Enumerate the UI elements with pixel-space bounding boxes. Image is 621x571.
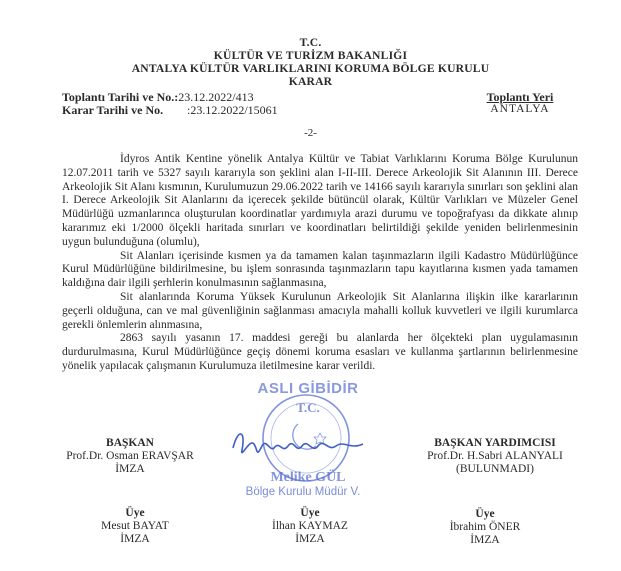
header-tc: T.C. bbox=[299, 36, 322, 49]
stamp-signer-name: Melike GÜL bbox=[270, 470, 346, 485]
certified-copy-stamp: ASLI GİBİDİR bbox=[257, 380, 359, 397]
signature-name: İbrahim ÖNER bbox=[449, 521, 521, 533]
page-number: -2- bbox=[304, 127, 317, 139]
meeting-value: 23.12.2022/413 bbox=[178, 90, 254, 104]
paragraph: Sit alanlarında Koruma Yüksek Kurulunun Arkeolojik Sit Alanlarına ilişkin ilke kararlarının geçerli olduğuna, can ve mal güvenliğinin sağlanması amacıyla mahalli kolluk kuvvetleri ve ilgili kurumlarca gerekli önlemlerin alınmasına, bbox=[62, 290, 578, 331]
official-stamp bbox=[228, 378, 378, 503]
meeting-place-label: Toplantı Yeri bbox=[486, 90, 554, 104]
decision-info bbox=[62, 104, 278, 118]
decision-value: :23.12.2022/15061 bbox=[187, 103, 278, 117]
signature-title: BAŞKAN YARDIMCISI bbox=[434, 437, 556, 449]
signature-name: İlhan KAYMAZ bbox=[272, 520, 348, 532]
header-decision: KARAR bbox=[288, 75, 333, 88]
signature-title: Üye bbox=[300, 507, 320, 519]
signature-status: (BULUNMADI) bbox=[456, 463, 534, 475]
signature-name: Prof.Dr. H.Sabri ALANYALI bbox=[427, 450, 563, 462]
paragraph: 2863 sayılı yasanın 17. maddesi gereği bu alanlarda her ölçekteki plan uygulamasının durdurulmasına, Kurul Müdürlüğünce geçiş dönemi koruma esasları ve kullanma şartlarının belirlenmesine yönelik yapılacak çalışmanın Kurulumuza iletilmesine karar verildi. bbox=[62, 332, 578, 372]
meeting-place-value: ANTALYA bbox=[490, 103, 550, 115]
paragraph: Sit Alanları içerisinde kısmen ya da tamamen kalan taşınmazların ilgili Kadastro Müdürlüğünce Kurul Müdürlüğüne bildirilmesine, bu işlem sonrasında taşınmazların tapu kayıtlarına kısmen yada tamamen kaldığına dair ilgili şerhlerin konulmasının sağlanmasına, bbox=[62, 249, 578, 290]
signature-member bbox=[75, 507, 195, 546]
signature-status: İMZA bbox=[115, 463, 145, 475]
signature-title: Üye bbox=[125, 507, 145, 519]
signature-vice-chair bbox=[405, 437, 585, 476]
paragraph: İdyros Antik Kentine yönelik Antalya Kültür ve Tabiat Varlıklarını Koruma Bölge Kurulunun 12.07.2011 tarih ve 5327 sayılı kararıyla son şeklini alan I-II-III. Derece Arkeolojik Sit Alanının III. Derece Arkeolojik Sit Alanı kısmının, Kurulumuzun 29.06.2022 tarih ve 14166 sayılı kararıyla sınırları son şeklini alan I. Derece Arkeolojik Sit Alanlarını da içerecek şekilde bütüncül olarak, Kültür Varlıkları ve Müzeler Genel Müdürlüğü uzmanlarınca oluşturulan koordinatlar yardımıyla arazi durumu ve topoğrafyası da dikkate alınıp kararımız eki 1/2000 ölçekli haritada sınırları ve koordinatları belirtildiği şekilde yeniden belirlenmesinin uygun bulunduğuna (olumlu), bbox=[62, 153, 578, 248]
signature-title: BAŞKAN bbox=[106, 437, 154, 449]
header-ministry: KÜLTÜR VE TURİZM BAKANLIĞI bbox=[213, 49, 408, 62]
stamp-signer-title: Bölge Kurulu Müdür V. bbox=[245, 486, 361, 498]
signature-status: İMZA bbox=[295, 533, 325, 545]
signature-name: Prof.Dr. Osman ERAVŞAR bbox=[66, 450, 194, 462]
header-board: ANTALYA KÜLTÜR VARLIKLARINI KORUMA BÖLGE KURULU bbox=[131, 62, 490, 75]
signature-member bbox=[425, 508, 545, 547]
meeting-label: Toplantı Tarihi ve No.: bbox=[62, 90, 179, 104]
signature-chair bbox=[60, 437, 200, 476]
signature-status: İMZA bbox=[120, 533, 150, 545]
signature-name: Mesut BAYAT bbox=[101, 520, 169, 532]
signature-member bbox=[250, 507, 370, 546]
seal-tc-text: T.C. bbox=[296, 400, 320, 415]
decision-body bbox=[62, 153, 578, 374]
signature-title: Üye bbox=[475, 508, 495, 520]
decision-label: Karar Tarihi ve No. bbox=[62, 103, 164, 117]
signature-status: İMZA bbox=[470, 534, 500, 546]
